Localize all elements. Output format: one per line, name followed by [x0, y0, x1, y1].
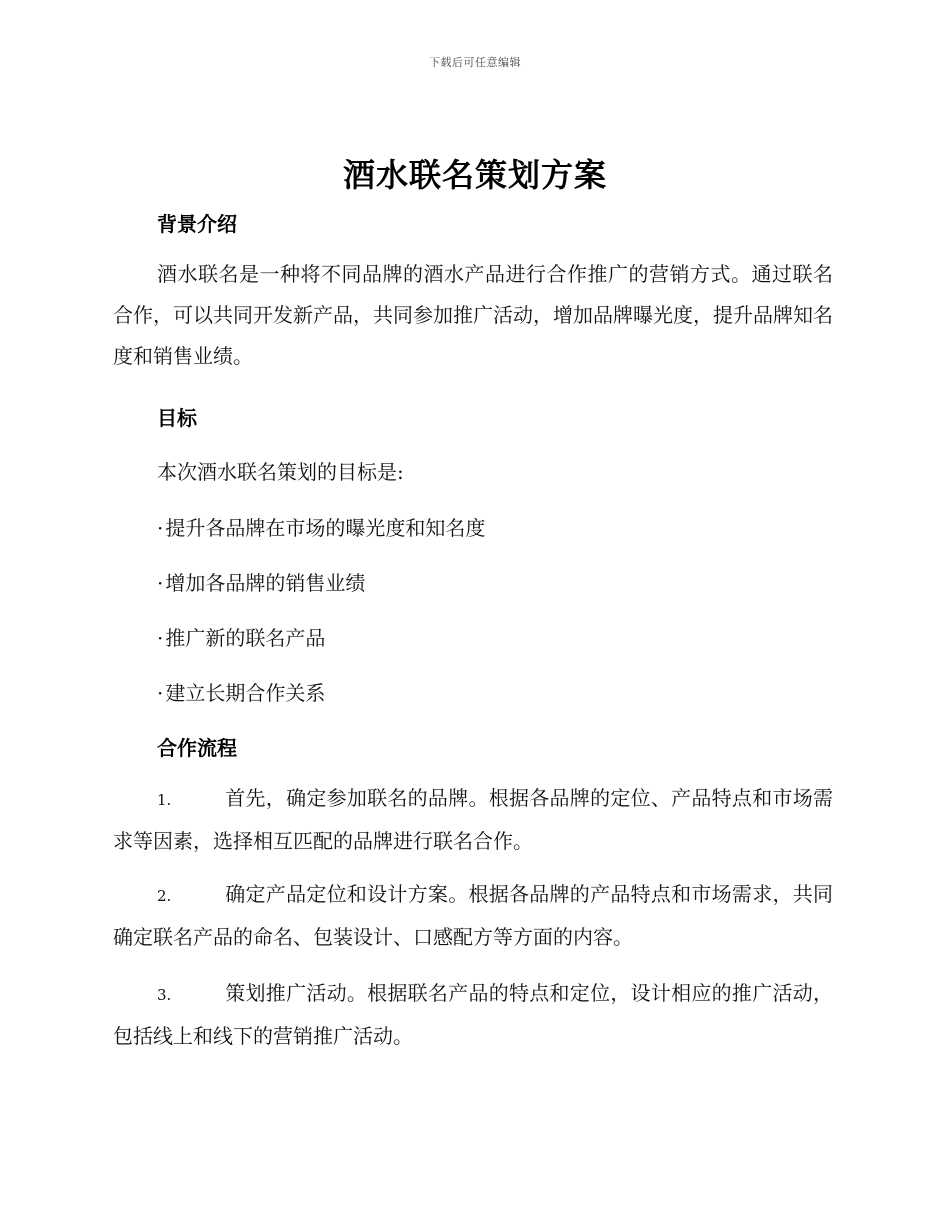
step-text: 确定产品定位和设计方案。根据各品牌的产品特点和市场需求，共同确定联名产品的命名、包装设计、口感配方等方面的内容。 [113, 882, 833, 949]
header-note: 下载后可任意编辑 [429, 56, 521, 69]
section-heading-process: 合作流程 [157, 736, 237, 760]
goals-intro: 本次酒水联名策划的目标是: [157, 460, 404, 484]
bullet-text: 推广新的联名产品 [165, 626, 326, 650]
background-paragraph: 酒水联名是一种将不同品牌的酒水产品进行合作推广的营销方式。通过联名合作，可以共同开发新产品，共同参加推广活动，增加品牌曝光度，提升品牌知名度和销售业绩。 [113, 262, 833, 368]
bullet-text: 增加各品牌的销售业绩 [165, 571, 366, 595]
step-number: 3. [157, 986, 172, 1004]
list-item [157, 567, 365, 596]
bullet-text: 建立长期合作关系 [165, 681, 326, 705]
list-item [157, 622, 325, 651]
numbered-step [113, 973, 833, 1057]
step-text: 首先，确定参加联名的品牌。根据各品牌的定位、产品特点和市场需求等因素，选择相互匹配的品牌进行联名合作。 [113, 786, 833, 853]
bullet-text: 提升各品牌在市场的曝光度和知名度 [165, 516, 486, 540]
section-heading-background: 背景介绍 [157, 212, 237, 236]
step-number: 2. [157, 887, 172, 905]
list-item [157, 677, 325, 706]
bullet-dot-icon: · [157, 516, 164, 540]
step-text: 策划推广活动。根据联名产品的特点和定位，设计相应的推广活动，包括线上和线下的营销推广活动。 [113, 981, 833, 1048]
section-heading-goals: 目标 [157, 406, 197, 430]
bullet-dot-icon: · [157, 681, 164, 705]
list-item [157, 512, 485, 541]
bullet-dot-icon: · [157, 571, 164, 595]
bullet-dot-icon: · [157, 626, 164, 650]
numbered-step [113, 874, 833, 958]
step-number: 1. [157, 791, 172, 809]
numbered-step [113, 778, 833, 862]
page-title: 酒水联名策划方案 [342, 156, 607, 194]
